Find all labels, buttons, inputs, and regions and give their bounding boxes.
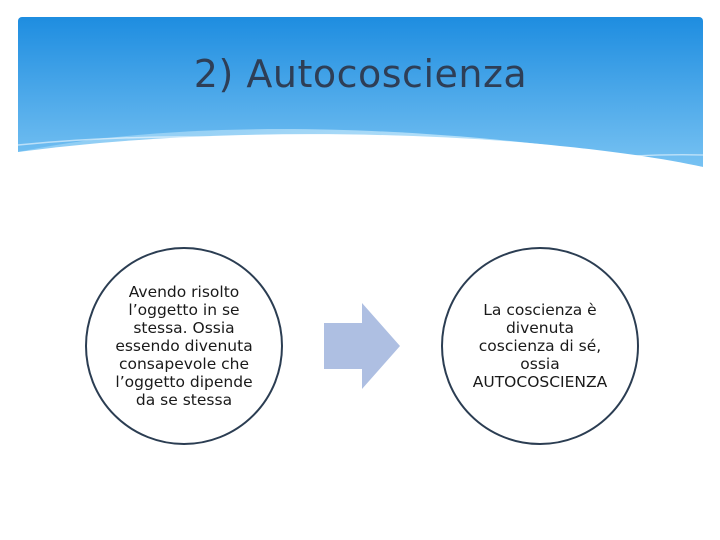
slide-title bbox=[18, 52, 703, 96]
right-arrow-icon bbox=[324, 303, 400, 389]
title-banner bbox=[18, 17, 703, 207]
result-circle bbox=[441, 247, 639, 445]
slide-title-text: 2) Autocoscienza bbox=[193, 52, 528, 96]
cause-circle bbox=[85, 247, 283, 445]
banner-background bbox=[18, 17, 703, 207]
result-text: La coscienza è divenuta coscienza di sé, ossia AUTOCOSCIENZA bbox=[472, 301, 608, 391]
cause-text: Avendo risolto l’oggetto in se stessa. Ossia essendo divenuta consapevole che l’oggetto dipende da se stessa bbox=[115, 283, 253, 409]
